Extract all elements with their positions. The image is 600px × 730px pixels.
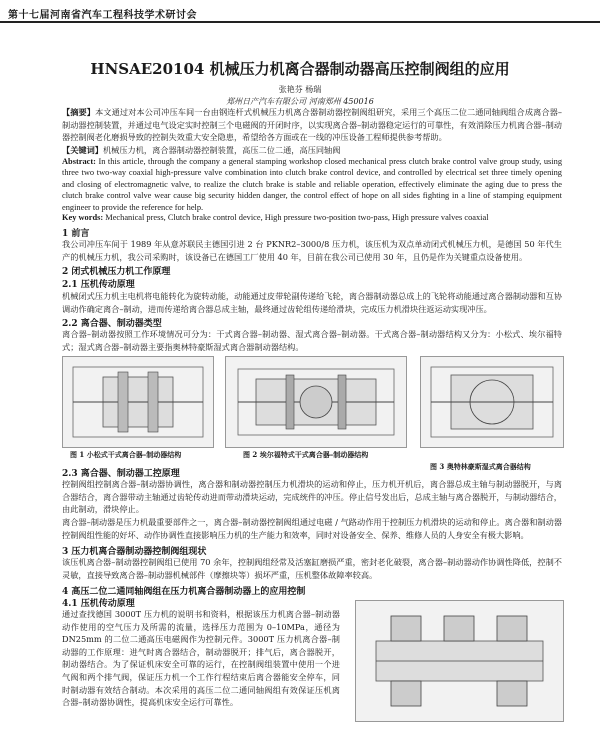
section-2-1-text: 机械闭式压力机主电机将电能转化为旋转动能，动能通过皮带轮副传递给飞轮，离合器制动器总成上的飞轮将动能通过离合器制动器和互协调动作确定离合–制动，进而传递给离合器总成主轴，最终通过齿轮组传递给滑块，完成压力机滑块往返运动实现冲压。 xyxy=(62,291,562,314)
section-3-heading: 3 压力机离合器制动器控制阀组现状 xyxy=(62,547,207,557)
figure-3-caption: 图 3 奥特林豪斯湿式离合器结构 xyxy=(430,462,531,471)
figure-2-caption: 图 2 埃尔福特式干式离合器–制动器结构 xyxy=(243,450,369,459)
section-2-1-heading: 2.1 压机传动原理 xyxy=(62,280,135,290)
paper-title: HNSAE20104 机械压力机离合器制动器高压控制阀组的应用 xyxy=(90,60,510,78)
section-4-heading: 4 高压二位二通同轴阀组在压力机离合器制动器上的应用控制 xyxy=(62,587,306,597)
figure-4-drawing xyxy=(356,601,563,721)
keywords-cn xyxy=(62,144,562,157)
section-2-3-text-b: 离合器–制动器是压力机最重要部件之一，离合器–制动器控制阀组通过电磁 / 气路动作用于控制压力机滑块的运动和停止。离合器和制动器控制阀组性能的好坏、动作协调性直接影响压力机的生产能力和效率，同时对设备安全、保养、维修人员的人身安全有极大影响。 xyxy=(62,517,562,540)
section-2-3-text: 控制阀组控制离合器–制动器协调性，离合器和制动器控制压力机滑块的运动和停止，压力机开机后，离合器总成主轴与制动器脱开，与离合器结合，离合器带动主轴通过齿轮传动进而带动滑块运动，完成统件的冲压。停止信号发出后，总成主轴与离合器脱开，与制动器结合，由此制动，滑块停止。 xyxy=(62,479,562,515)
figure-1-caption: 图 1 小松式干式离合器–制动器结构 xyxy=(70,450,182,459)
abstract-en xyxy=(62,156,562,213)
section-1-heading: 1 前言 xyxy=(62,229,90,239)
journal-header: 第十七届河南省汽车工程科技学术研讨会 xyxy=(8,10,197,21)
section-4-1-heading: 4.1 压机传动原理 xyxy=(62,599,135,609)
section-2-heading: 2 闭式机械压力机工作原理 xyxy=(62,267,171,277)
figure-1-image xyxy=(62,356,214,448)
header-rule xyxy=(0,21,600,23)
abstract-en-text: In this article, through the company a general stamping workshop closed mechanical press clutch brake control valve group study, using three two two-way coaxial high-pressure valve combination into clutch brake control device, and controlled by electrical set three timely opening and closing of electromagnetic valve, to realize the clutch brake is stable and reliable operation, effectively eliminate the aging due to press the clutch brake control valve wear cause big security hidden danger, the control effect of hope on all sides fighting in a line of stamping equipment engineer to provide the reference for help. xyxy=(62,157,563,212)
section-3-text: 该压机离合器–制动器控制阀组已使用 70 余年，控制阀组经常及活塞缸磨损严重，密封老化破裂，离合器–制动器动作协调性降低，控制不灵敏，直接导致离合器–制动器机械部件（摩擦块等）损坏严重，压机整体故障率较高。 xyxy=(62,557,562,580)
figure-3-image xyxy=(420,356,564,448)
paper-authors: 张艳芬 杨瑞 xyxy=(278,85,322,94)
paper-affiliation: 郑州日产汽车有限公司 河南郑州 450016 xyxy=(226,97,374,106)
keywords-en-label: Key words: xyxy=(62,213,104,222)
section-4-1-text: 通过查找德国 3000T 压力机的说明书和资料，根据该压力机离合器–制动器动作使用的空气压力及所需的流量，选择压力范围为 0–10MPa，通径为 DN25mm 的二位二通高压电磁阀作为控制元件。3000T 压力机离合器–制动器的工作原理：进气时离合器结合，制动器脱开；排气后，离合器脱开，制动器结合。为了保证机床安全可靠的运行，在控制阀组装置中使用一个进气阀和两个排气阀，保证压力机一个工作行程结束后离合器能安全停车，同时制动器有效结合制动。本次采用的高压二位二通同轴阀组有效保证压机离合器–制动器协调性，提高机床安全运行可靠性。 xyxy=(62,609,340,708)
keywords-en xyxy=(62,212,562,225)
section-2-2-heading: 2.2 离合器、制动器类型 xyxy=(62,319,162,329)
keywords-cn-label: 【关键词】 xyxy=(62,145,103,155)
keywords-en-text: Mechanical press, Clutch brake control device, High pressure two-position two-pass, High pressure valves coaxial xyxy=(105,213,489,222)
abstract-cn-label: 【摘要】 xyxy=(62,107,96,117)
abstract-cn-text: 本文通过对本公司冲压车间一台由钢连杆式机械压力机离合器制动器控制阀组研究，采用三个高压二位二通同轴阀组合成离合器–制动器控制装置，并通过电气设定实时控制三个电磁阀的开闭时序，以实现离合器–制动器稳定运行的可靠性，有效消除压力机离合器–制动器控制阀老化磨损导致的控制失效重大安全隐患，希望给各方面或在一线的冲压设备工程师提供参考帮助。 xyxy=(62,107,562,143)
section-2-2-text: 离合器–制动器按照工作环境情况可分为：干式离合器–制动器、湿式离合器–制动器。干式离合器–制动器结构又分为：小松式、埃尔福特式；湿式离合器–制动器主要指奥林特豪斯湿式离合器制动器结构。 xyxy=(62,329,562,352)
figure-3-drawing xyxy=(421,357,563,447)
abstract-cn xyxy=(62,106,562,144)
keywords-cn-text: 机械压力机，离合器制动器控制装置，高压二位二通，高压同轴阀 xyxy=(102,145,341,155)
figure-2-drawing xyxy=(226,357,406,447)
figure-4-image xyxy=(355,600,564,722)
figure-1-drawing xyxy=(63,357,213,447)
abstract-en-label: Abstract: xyxy=(62,157,96,166)
section-1-text: 我公司冲压车间于 1989 年从意苏联民主德国引进 2 台 PKNR2–3000/8 压力机，该压机为双点单动闭式机械压力机，是德国 50 年代生产的机械压力机，我公司采购时，该设备已在德国工厂使用 40 年，目前在我公司已使用 30 年，且仍是作为关键重点设备使用。 xyxy=(62,239,562,262)
figure-2-image xyxy=(225,356,407,448)
section-2-3-heading: 2.3 离合器、制动器工控原理 xyxy=(62,469,180,479)
